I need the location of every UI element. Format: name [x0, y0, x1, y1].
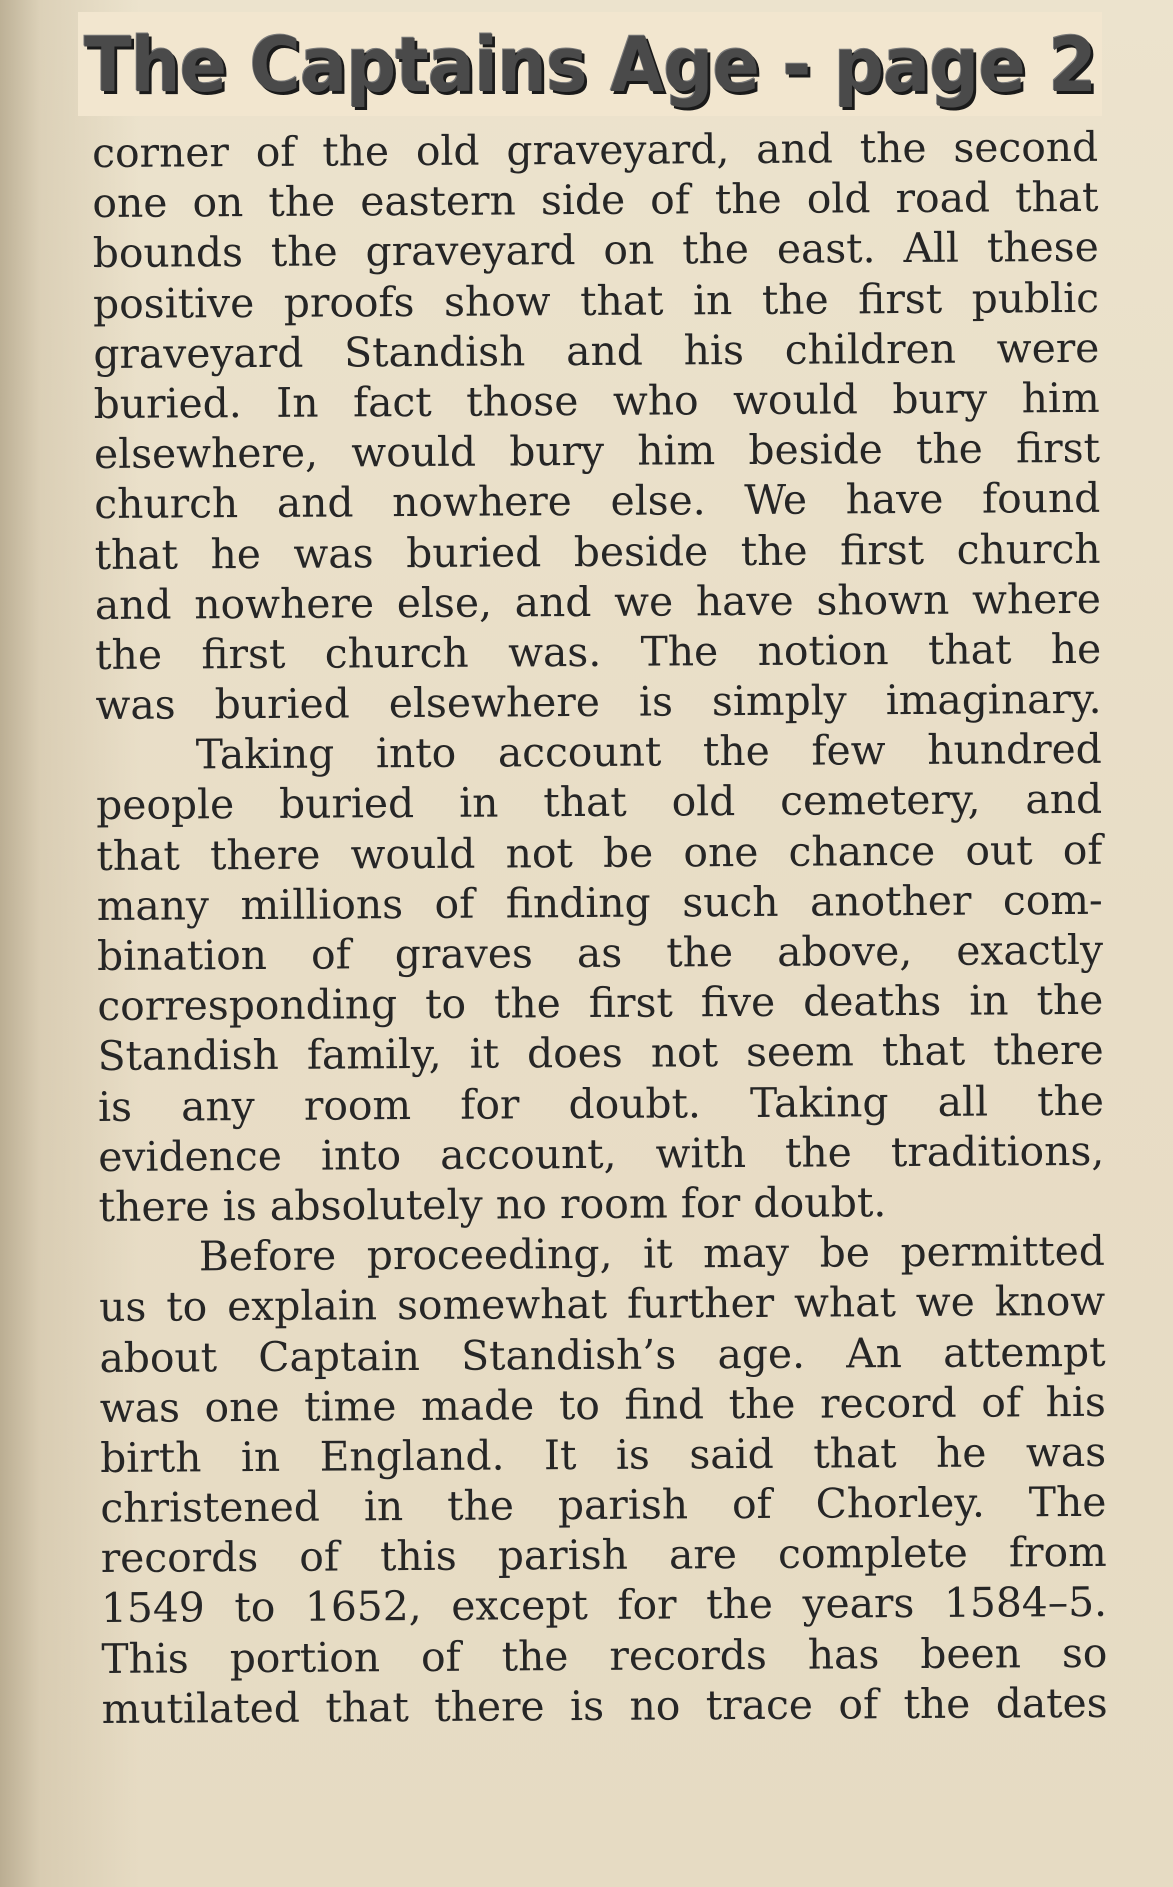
text-line: mutilated that there is no trace of the dates [101, 1678, 1108, 1733]
text-line: This portion of the records has been so [101, 1628, 1108, 1683]
text-line: there is absolutely no room for doubt. [98, 1178, 887, 1231]
text-line: graveyard Standish and his children were [93, 323, 1100, 378]
text-line: corner of the old graveyard, and the second [92, 122, 1099, 177]
text-line: positive proofs show that in the first public [92, 273, 1100, 328]
text-line: people buried in that old cemetery, and [95, 775, 1103, 830]
text-line: that he was buried beside the first church [94, 524, 1101, 579]
text-line: and nowhere else, and we have shown where [94, 574, 1102, 629]
text-line: us to explain somewhat further what we know [99, 1277, 1106, 1332]
text-line: buried. In fact those who would bury him [93, 373, 1100, 428]
text-line: elsewhere, would bury him beside the first [93, 423, 1101, 479]
text-line: bounds the graveyard on the east. All these [92, 223, 1099, 278]
text-line: christened in the parish of Chorley. The [100, 1477, 1107, 1533]
title-banner [78, 12, 1102, 116]
text-line: one on the eastern side of the old road that [92, 173, 1099, 228]
page-title: The Captains Age - page 2 [83, 19, 1097, 109]
text-line: corresponding to the first five deaths in the [97, 976, 1104, 1031]
text-line: Standish family, it does not seem that there [97, 1026, 1104, 1081]
text-line: evidence into account, with the traditions, [98, 1126, 1105, 1181]
text-line: was one time made to find the record of his [99, 1377, 1106, 1432]
text-line: birth in England. It is said that he was [99, 1427, 1107, 1482]
text-line: is any room for doubt. Taking all the [97, 1076, 1105, 1131]
text-line: Taking into account the few hundred [195, 725, 1102, 779]
text-line: was buried elsewhere is simply imaginary. [95, 674, 1102, 730]
text-line: 1549 to 1652, except for the years 1584–5. [100, 1578, 1108, 1633]
body-text [92, 122, 1108, 1734]
text-line: the first church was. The notion that he [95, 624, 1102, 679]
text-line: many millions of finding such another com- [96, 875, 1103, 930]
text-line: that there would not be one chance out of [96, 825, 1103, 880]
text-line: records of this parish are complete from [100, 1528, 1107, 1583]
text-line: bination of graves as the above, exactly [96, 925, 1104, 980]
text-line: about Captain Standish’s age. An attempt [99, 1327, 1106, 1382]
text-line: church and nowhere else. We have found [94, 474, 1101, 529]
text-line: Before proceeding, it may be permitted [198, 1226, 1106, 1281]
